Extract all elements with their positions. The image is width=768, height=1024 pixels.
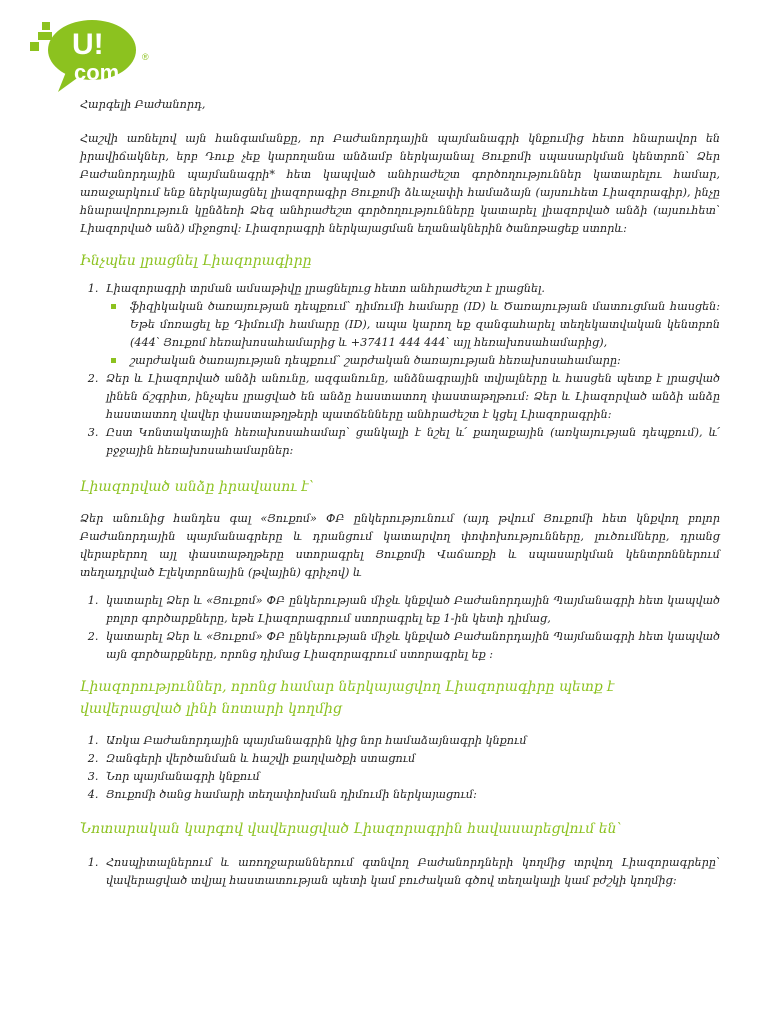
section3-heading: Լիազորություններ, որոնց համար ներկայացվող Լիազորագիրը պետք է վավերացված լինի նոտարի կողմից <box>80 679 615 717</box>
list-item: 3. Նոր պայմանագրի կնքում <box>102 768 720 786</box>
list-item: 1. Հոսպիտալներում և առողջարաններում գտնվող Բաժանորդների կողմից տրվող Լիազորագրերը՝ վավերացված տվյալ հաստատության պետի կամ բուժական գծով տեղակալի կամ բժշկի կողմից: <box>102 854 720 890</box>
svg-text:U!: U! <box>72 28 104 61</box>
greeting: Հարգելի Բաժանորդ, <box>80 98 206 111</box>
bullet-item: ֆիզիկական ծառայության դեպքում՝ դիմումի համարը (ID) և Ծառայության մատուցման հասցեն: Եթե մոռացել եք Դիմումի համարը (ID), ապա կարող եք զանգահարել տեղեկատվական կենտրոն (444՝ Յուքոմ հեռախոսահամարից և +37411 444 444՝ այլ հեռախոսահամարից), <box>126 298 720 352</box>
intro-paragraph: Հաշվի առնելով այն հանգամանքը, որ Բաժանորդային պայմանագրի կնքումից հետո հնարավոր են իրավիճակներ, երբ Դուք չեք կարողանա անձամբ ներկայանալ Յուքոմի սպասարկման կենտրոն՝ Ձեր Բաժանորդային պայմանագրի* հետ կապված անհրաժեշտ գործողություններ կատարելու համար, առաջարկում ենք ներկայացնել լիազորագիր Յուքոմի ձևաչափի համաձայն (այսուհետ Լիազորագիր), ինչը հնարավորություն կընձեռի Ձեզ անհրաժեշտ գործողությունները կատարել լիազորված անձի (այսուհետ՝ Լիազորված անձ) միջոցով: Լիազորագրի ներկայացման եղանակներին ծանոթացեք ստորև: <box>80 132 720 235</box>
list-item: 4. Յուքոմի ծանց համարի տեղափոխման դիմումի ներկայացում: <box>102 786 720 804</box>
section4-heading: Նոտարական կարգով վավերացված Լիազորագրին հավասարեցվում են՝ <box>80 821 622 837</box>
list-item: 1. կատարել Ձեր և «Յուքոմ» ՓԲ ընկերության միջև կնքված Բաժանորդային Պայմանագրի հետ կապված բոլոր գործարքները, եթե Լիազորագրում ստորագրել եք 1-ին կետի դիմաց, <box>102 592 720 628</box>
bullet-item: շարժական ծառայության դեպքում՝ շարժական ծառայության հեռախոսահամարը: <box>126 352 720 370</box>
ucom-logo <box>22 16 162 96</box>
section2-intro: Ձեր անունից հանդես գալ «Յուքոմ» ՓԲ ընկերությունում (այդ թվում Յուքոմի հետ կնքվող բոլոր Բաժանորդային պայմանագրերը և դրանցում կատարվող փոփոխությունները, լուծումները, դրանց վերաբերող այլ փաստաթղթերը ստորագրել Յուքոմի Վաճառքի և սպասարկման կենտրոններում տեղադրված Էլեկտրոնային (թվային) գրիչով) և <box>80 512 720 579</box>
svg-text:com: com <box>74 60 120 85</box>
list-item: 3. Ըստ Կոնտակտային հեռախոսահամար՝ ցանկալի է նշել և՛ քաղաքային (առկայության դեպքում), և՛ բջջային հեռախոսահամարներ: <box>102 424 720 460</box>
list-item: 2. Զանգերի վերծանման և հաշվի քաղվածքի ստացում <box>102 750 720 768</box>
section1-list <box>80 280 720 460</box>
section1-heading: Ինչպես լրացնել Լիազորագիրը <box>80 253 312 269</box>
letter-body <box>80 96 720 890</box>
section2-list <box>80 592 720 664</box>
bullet-list <box>106 298 720 370</box>
section2-heading: Լիազորված անձը իրավասու է՝ <box>80 479 314 495</box>
list-item: 2. Ձեր և Լիազորված անձի անունը, ազգանունը, անձնագրային տվյալները և հասցեն պետք է լրացված լինեն ճշգրիտ, ինչպես լրացված են անձը հաստատող փաստաթղթում: Ձեր և Լիազորված անձի անձը հաստատող վավեր փաստաթղթերի պատճենները անհրաժեշտ է կցել Լիազորագրին: <box>102 370 720 424</box>
list-item: 1. Լիազորագրի տրման ամսաթիվը լրացնելուց հետո անհրաժեշտ է լրացնել. ֆիզիկական ծառայության դեպքում՝ դիմումի համարը (ID) և Ծառայության մատուցման հասցեն: Եթե մոռացել եք Դիմումի համարը (ID), ապա կարող եք զանգահարել տեղեկատվական կենտրոն (444՝ Յուքոմ հեռախոսահամարից և +37411 444 444՝ այլ հեռախոսահամարից), շարժական ծառայության դեպքում՝ շարժական ծառայության հեռախոսահամարը: <box>102 280 720 370</box>
svg-text:®: ® <box>142 52 149 62</box>
list-item: 2. կատարել Ձեր և «Յուքոմ» ՓԲ ընկերության միջև կնքված Բաժանորդային Պայմանագրի հետ կապված այն գործարքները, որոնց դիմաց Լիազորագրում ստորագրել եք : <box>102 628 720 664</box>
section3-list <box>80 732 720 804</box>
list-item: 1. Առկա Բաժանորդային պայմանագրին կից նոր համաձայնագրի կնքում <box>102 732 720 750</box>
section4-list <box>80 854 720 890</box>
